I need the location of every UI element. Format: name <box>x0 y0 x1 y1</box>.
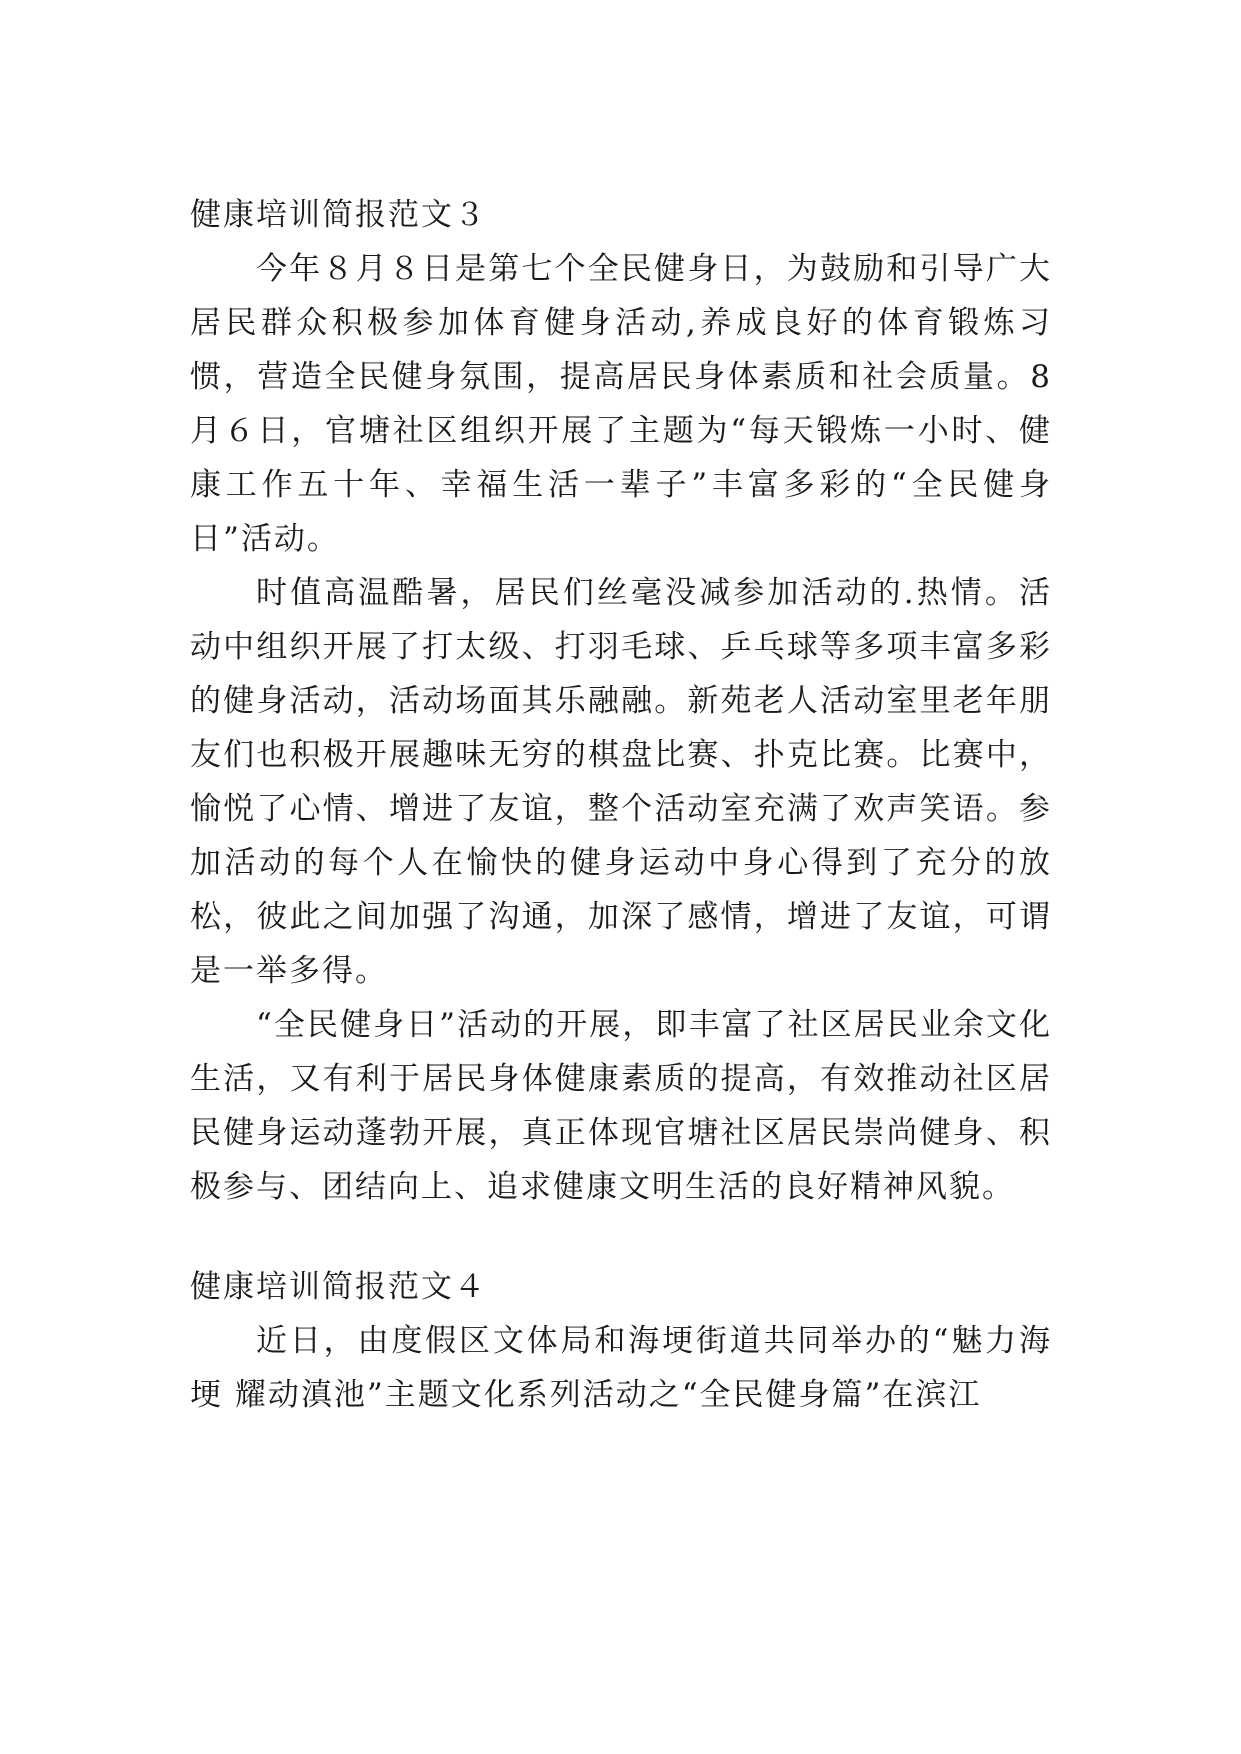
paragraph: 今年８月８日是第七个全民健身日，为鼓励和引导广大居民群众积极参加体育健身活动,养成良好的体育锻炼习惯，营造全民健身氛围，提高居民身体素质和社会质量。8月６日，官塘社区组织开展了主题为“每天锻炼一小时、健康工作五十年、幸福生活一辈子”丰富多彩的“全民健身日”活动。 <box>190 251 1052 557</box>
paragraph: “全民健身日”活动的开展，即丰富了社区居民业余文化生活，又有利于居民身体健康素质的提高，有效推动社区居民健身运动蓬勃开展，真正体现官塘社区居民崇尚健身、积极参与、团结向上、追求健康文明生活的良好精神风貌。 <box>190 1007 1052 1205</box>
section-title-3: 健康培训简报范文３ <box>190 197 487 233</box>
section-gap <box>190 1214 1052 1260</box>
paragraph: 时值高温酷暑，居民们丝毫没减参加活动的.热情。活动中组织开展了打太级、打羽毛球、乒乓球等多项丰富多彩的健身活动，活动场面其乐融融。新苑老人活动室里老年朋友们也积极开展趣味无穷的棋盘比赛、扑克比赛。比赛中，愉悦了心情、增进了友谊，整个活动室充满了欢声笑语。参加活动的每个人在愉快的健身运动中身心得到了充分的放松，彼此之间加强了沟通，加深了感情，增进了友谊，可谓是一举多得。 <box>190 575 1052 989</box>
section-title-4: 健康培训简报范文４ <box>190 1269 487 1305</box>
paragraph: 近日，由度假区文体局和海埂街道共同举办的“魅力海埂 耀动滇池”主题文化系列活动之“全民健身篇”在滨江 <box>190 1323 1052 1413</box>
document-body <box>190 188 1052 1422</box>
